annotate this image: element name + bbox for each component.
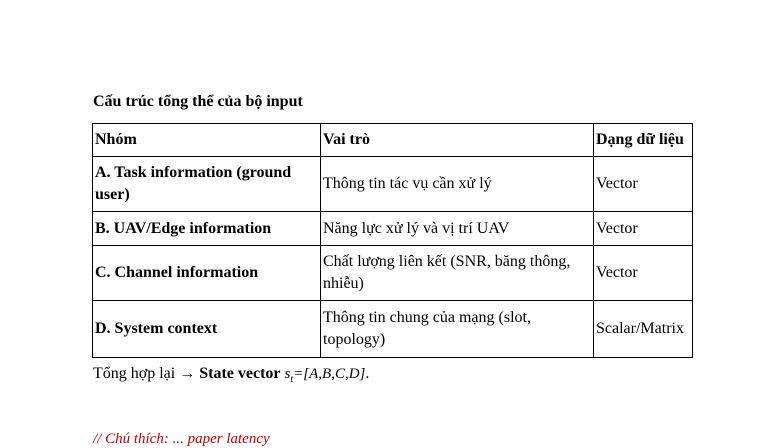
state-vector-formula — [284, 366, 366, 385]
cell-role: Chất lượng liên kết (SNR, băng thông, nhiễu) — [321, 246, 594, 301]
cell-group: B. UAV/Edge information — [93, 212, 321, 246]
cell-data-type: Vector — [594, 157, 693, 212]
cell-role: Thông tin tác vụ cần xử lý — [321, 157, 594, 212]
header-group: Nhóm — [93, 124, 321, 157]
cell-role: Năng lực xử lý và vị trí UAV — [321, 212, 594, 246]
red-note: // Chú thích: ... paper latency — [93, 431, 270, 447]
document-title: Cấu trúc tổng thể của bộ input — [93, 93, 303, 110]
cell-group: D. System context — [93, 301, 321, 358]
summary-prefix: Tổng hợp lại → — [93, 365, 200, 382]
summary-suffix: . — [365, 365, 370, 382]
cell-group: A. Task information (ground user) — [93, 157, 321, 212]
table-header-row — [93, 124, 693, 157]
table-row — [93, 212, 693, 246]
cell-group: C. Channel information — [93, 246, 321, 301]
cell-data-type: Vector — [594, 212, 693, 246]
input-structure-table — [92, 123, 693, 358]
header-role: Vai trò — [321, 124, 594, 157]
table-row — [93, 157, 693, 212]
formula-symbol: s — [284, 366, 291, 382]
table-row — [93, 246, 693, 301]
table-row — [93, 301, 693, 358]
cell-role: Thông tin chung của mạng (slot, topology) — [321, 301, 594, 358]
formula-rest: =[A,B,C,D] — [293, 366, 366, 382]
summary-line — [93, 364, 369, 390]
header-data-type: Dạng dữ liệu — [594, 124, 693, 157]
state-vector-label: State vector — [199, 365, 281, 382]
cell-data-type: Vector — [594, 246, 693, 301]
cell-data-type: Scalar/Matrix — [594, 301, 693, 358]
formula-subscript: t — [290, 374, 294, 385]
